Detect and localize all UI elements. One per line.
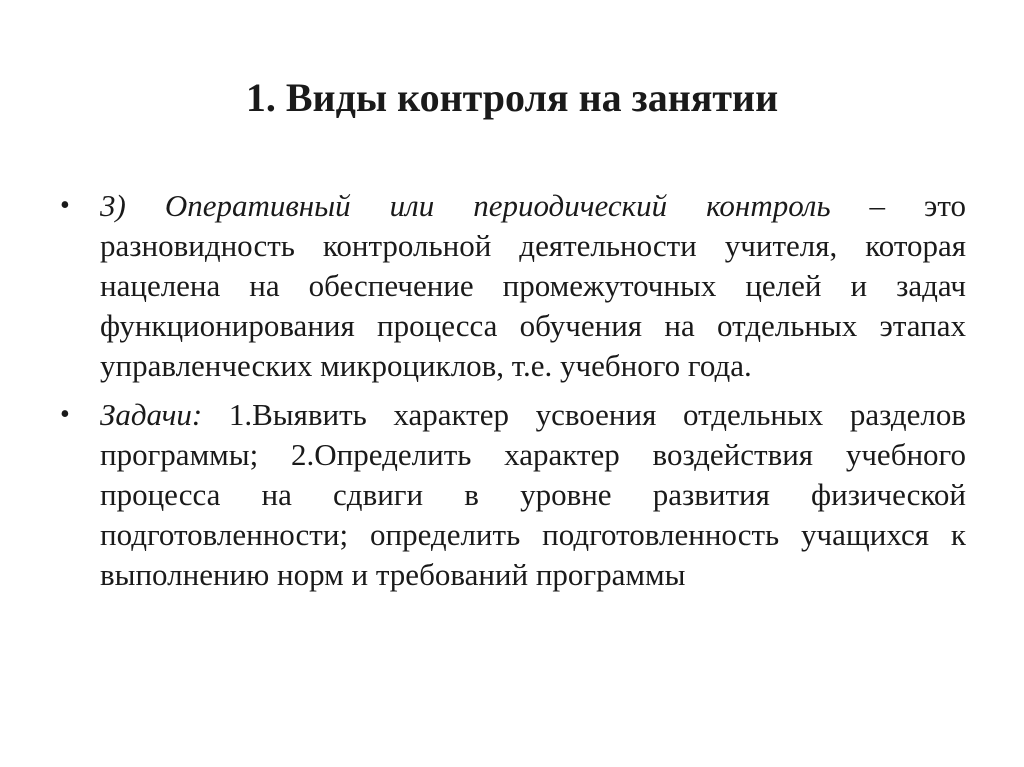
bullet-list — [60, 186, 966, 604]
bullet-lead-term: Задачи: — [100, 397, 203, 432]
slide-title: 1. Виды контроля на занятии — [245, 75, 779, 120]
bullet-item-tasks — [60, 395, 966, 595]
bullet-text: 1.Выявить характер усвоения отдельных разделов программы; 2.Определить характер воздействия учебного процесса на сдвиги в уровне развития физической подготовленности; определить подготовленность учащихся к выполнению норм и требований программы — [100, 397, 966, 592]
bullet-marker: • — [60, 399, 70, 430]
bullet-item-operational-control — [60, 186, 966, 386]
bullet-text: – это разновидность контрольной деятельности учителя, которая нацелена на обеспечение промежуточных целей и задач функционирования процесса обучения на отдельных этапах управленческих микроциклов, т.е. учебного года. — [100, 188, 966, 383]
bullet-lead-term: 3) Оперативный или периодический контроль — [100, 188, 831, 223]
bullet-marker: • — [60, 190, 70, 221]
